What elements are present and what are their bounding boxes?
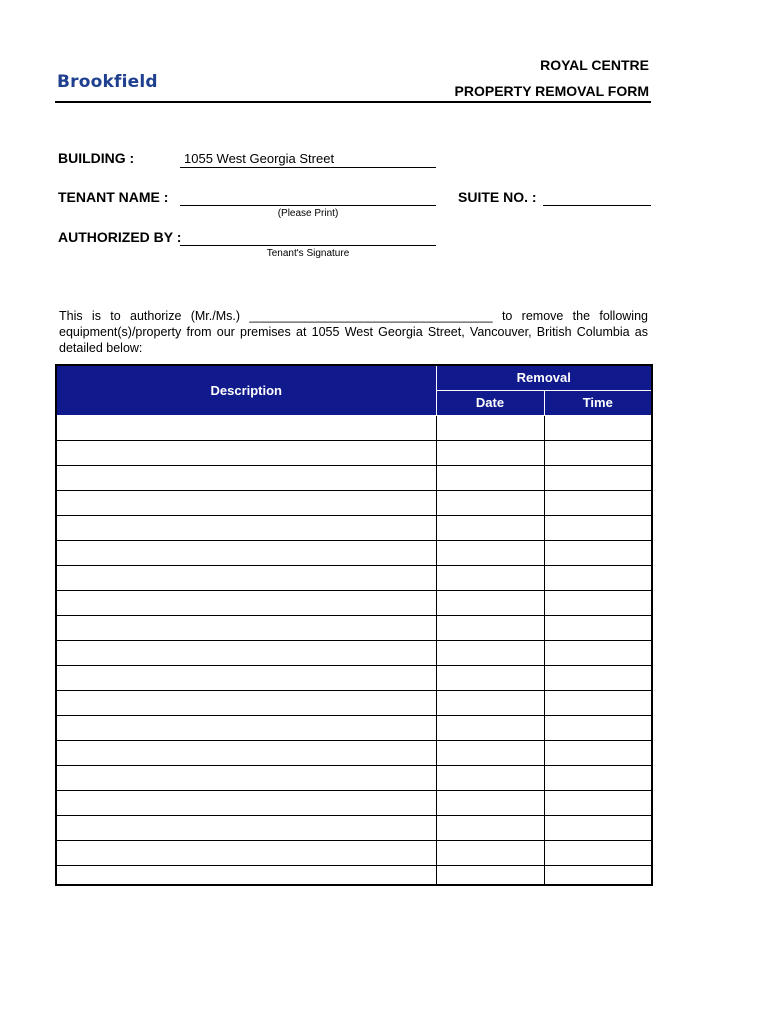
tenant-name-label: TENANT NAME : bbox=[58, 189, 169, 205]
date-cell[interactable] bbox=[436, 790, 544, 815]
date-cell[interactable] bbox=[436, 765, 544, 790]
time-cell[interactable] bbox=[544, 440, 652, 465]
table-row bbox=[56, 715, 652, 740]
header-divider bbox=[55, 101, 651, 103]
description-cell[interactable] bbox=[56, 865, 436, 885]
time-cell[interactable] bbox=[544, 815, 652, 840]
date-cell[interactable] bbox=[436, 590, 544, 615]
date-column-header: Date bbox=[436, 390, 544, 415]
description-cell[interactable] bbox=[56, 690, 436, 715]
date-cell[interactable] bbox=[436, 465, 544, 490]
table-row bbox=[56, 465, 652, 490]
time-cell[interactable] bbox=[544, 740, 652, 765]
date-cell[interactable] bbox=[436, 690, 544, 715]
date-cell[interactable] bbox=[436, 415, 544, 440]
date-cell[interactable] bbox=[436, 490, 544, 515]
date-cell[interactable] bbox=[436, 665, 544, 690]
time-cell[interactable] bbox=[544, 715, 652, 740]
table-row bbox=[56, 440, 652, 465]
table-row bbox=[56, 815, 652, 840]
date-cell[interactable] bbox=[436, 715, 544, 740]
table-row bbox=[56, 790, 652, 815]
description-cell[interactable] bbox=[56, 590, 436, 615]
time-cell[interactable] bbox=[544, 540, 652, 565]
description-cell[interactable] bbox=[56, 615, 436, 640]
date-cell[interactable] bbox=[436, 565, 544, 590]
date-cell[interactable] bbox=[436, 515, 544, 540]
time-column-header: Time bbox=[544, 390, 652, 415]
description-column-header: Description bbox=[56, 365, 436, 415]
tenant-name-caption: (Please Print) bbox=[277, 208, 339, 219]
table-row bbox=[56, 590, 652, 615]
description-cell[interactable] bbox=[56, 790, 436, 815]
description-cell[interactable] bbox=[56, 840, 436, 865]
description-cell[interactable] bbox=[56, 540, 436, 565]
table-row bbox=[56, 865, 652, 885]
time-cell[interactable] bbox=[544, 665, 652, 690]
suite-label: SUITE NO. : bbox=[458, 189, 537, 205]
time-cell[interactable] bbox=[544, 590, 652, 615]
description-cell[interactable] bbox=[56, 740, 436, 765]
date-cell[interactable] bbox=[436, 815, 544, 840]
description-cell[interactable] bbox=[56, 765, 436, 790]
table-row bbox=[56, 840, 652, 865]
building-label: BUILDING : bbox=[58, 150, 135, 166]
description-cell[interactable] bbox=[56, 640, 436, 665]
time-cell[interactable] bbox=[544, 690, 652, 715]
removal-items-table bbox=[55, 364, 653, 886]
description-cell[interactable] bbox=[56, 490, 436, 515]
brookfield-logo: Brookfield bbox=[57, 72, 158, 92]
time-cell[interactable] bbox=[544, 490, 652, 515]
time-cell[interactable] bbox=[544, 615, 652, 640]
table-row bbox=[56, 415, 652, 440]
authorized-by-caption: Tenant's Signature bbox=[266, 248, 350, 259]
table-row bbox=[56, 565, 652, 590]
description-cell[interactable] bbox=[56, 715, 436, 740]
table-row bbox=[56, 515, 652, 540]
table-row bbox=[56, 765, 652, 790]
table-row bbox=[56, 740, 652, 765]
date-cell[interactable] bbox=[436, 840, 544, 865]
table-row bbox=[56, 490, 652, 515]
date-cell[interactable] bbox=[436, 440, 544, 465]
form-title-line1: ROYAL CENTRE bbox=[540, 57, 649, 73]
date-cell[interactable] bbox=[436, 740, 544, 765]
description-cell[interactable] bbox=[56, 515, 436, 540]
table-row bbox=[56, 540, 652, 565]
form-title-line2: PROPERTY REMOVAL FORM bbox=[454, 83, 649, 99]
authorized-by-label: AUTHORIZED BY : bbox=[58, 229, 182, 245]
description-cell[interactable] bbox=[56, 665, 436, 690]
time-cell[interactable] bbox=[544, 465, 652, 490]
building-field-line[interactable] bbox=[180, 167, 436, 168]
time-cell[interactable] bbox=[544, 640, 652, 665]
authorization-paragraph: This is to authorize (Mr./Ms.) ___________________________________ to remove the following equipment(s)/property from our premises at 1055 West Georgia Street, Vancouver, British Columbia as detailed below: bbox=[59, 309, 648, 355]
authorized-by-field-line[interactable] bbox=[180, 245, 436, 246]
table-row bbox=[56, 615, 652, 640]
time-cell[interactable] bbox=[544, 515, 652, 540]
table-row bbox=[56, 690, 652, 715]
description-cell[interactable] bbox=[56, 565, 436, 590]
description-cell[interactable] bbox=[56, 815, 436, 840]
time-cell[interactable] bbox=[544, 415, 652, 440]
date-cell[interactable] bbox=[436, 540, 544, 565]
time-cell[interactable] bbox=[544, 565, 652, 590]
removal-group-header: Removal bbox=[436, 365, 652, 390]
table-row bbox=[56, 665, 652, 690]
description-cell[interactable] bbox=[56, 440, 436, 465]
date-cell[interactable] bbox=[436, 865, 544, 885]
date-cell[interactable] bbox=[436, 615, 544, 640]
time-cell[interactable] bbox=[544, 865, 652, 885]
time-cell[interactable] bbox=[544, 790, 652, 815]
suite-field-line[interactable] bbox=[543, 205, 651, 206]
tenant-name-field-line[interactable] bbox=[180, 205, 436, 206]
table-row bbox=[56, 640, 652, 665]
time-cell[interactable] bbox=[544, 840, 652, 865]
description-cell[interactable] bbox=[56, 465, 436, 490]
time-cell[interactable] bbox=[544, 765, 652, 790]
building-value: 1055 West Georgia Street bbox=[184, 151, 335, 166]
description-cell[interactable] bbox=[56, 415, 436, 440]
date-cell[interactable] bbox=[436, 640, 544, 665]
